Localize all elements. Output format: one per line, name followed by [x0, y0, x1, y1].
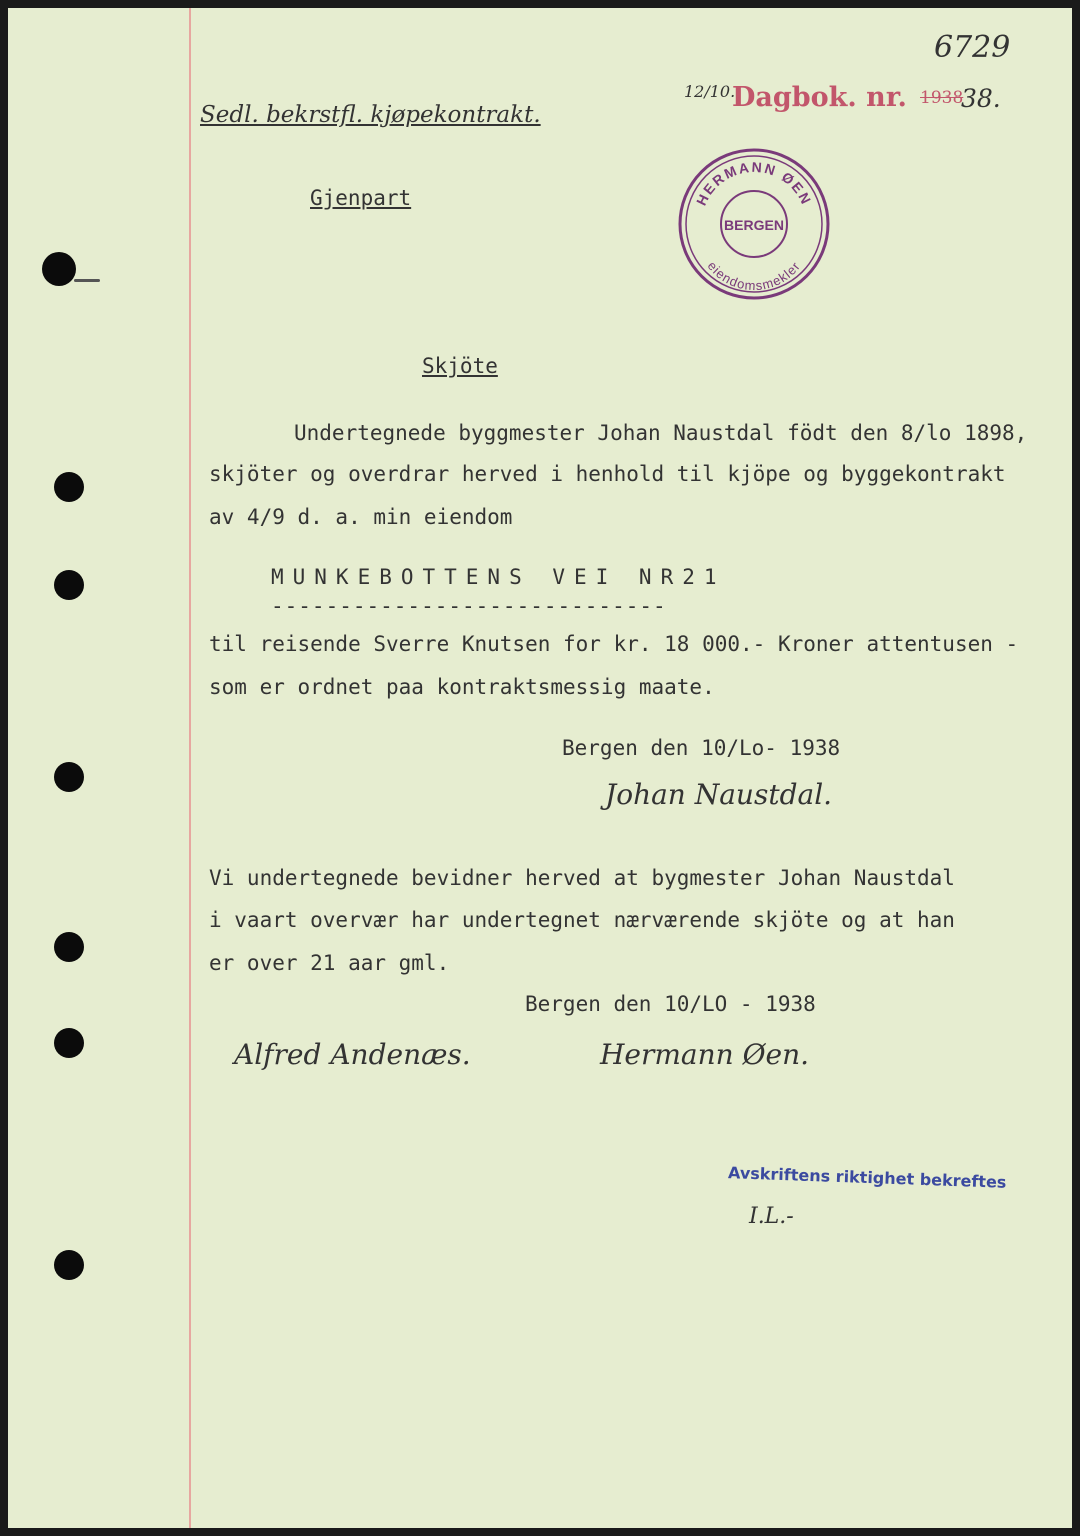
witness-line: Vi undertegnede bevidner herved at bygmester Johan Naustdal	[209, 866, 955, 890]
punch-hole	[54, 570, 84, 600]
certification-stamp: Avskriftens riktighet bekreftes	[727, 1163, 1007, 1192]
red-margin-line	[189, 8, 191, 1528]
handwritten-page-number: 6729	[934, 30, 1011, 65]
witness-line: er over 21 aar gml.	[209, 951, 450, 975]
punch-hole	[54, 1028, 84, 1058]
handwritten-date-note: 12/10.	[684, 82, 736, 101]
witness-signature: Hermann Øen.	[600, 1038, 810, 1071]
seal-center-text: BERGEN	[724, 217, 784, 233]
seller-signature: Johan Naustdal.	[605, 778, 833, 811]
punch-hole-tear	[74, 279, 100, 282]
svg-text:HERMANN ØEN	[693, 159, 815, 208]
witness-line: i vaart overvær har undertegnet nærværende skjöte og at han	[209, 908, 955, 932]
broker-seal-stamp	[674, 144, 834, 304]
handwritten-header-note: Sedl. bekrstfl. kjøpekontrakt.	[200, 102, 541, 128]
sale-line: til reisende Sverre Knutsen for kr. 18 000.- Kroner attentusen -	[209, 632, 1019, 656]
document-page	[8, 8, 1072, 1528]
seal-bottom-text: eiendomsmekler	[704, 258, 804, 294]
paragraph-line: Undertegnede byggmester Johan Naustdal födt den 8/lo 1898,	[294, 421, 1028, 445]
witness-signature: Alfred Andenæs.	[234, 1038, 471, 1071]
dagbok-stamp-year: 1938	[920, 88, 964, 108]
punch-hole	[54, 762, 84, 792]
dagbok-handwritten-year: 38.	[961, 84, 1001, 113]
place-date: Bergen den 10/Lo- 1938	[562, 736, 841, 760]
paragraph-line: skjöter og overdrar herved i henhold til kjöpe og byggekontrakt	[209, 462, 1006, 486]
seal-top-text: HERMANN ØEN	[692, 158, 816, 208]
property-address: MUNKEBOTTENS VEI NR21	[271, 565, 726, 589]
punch-hole	[42, 252, 76, 286]
punch-hole	[54, 932, 84, 962]
certification-initials: I.L.-	[749, 1204, 794, 1229]
sale-line: som er ordnet paa kontraktsmessig maate.	[209, 675, 715, 699]
address-underline: -----------------------------	[271, 594, 667, 618]
punch-hole	[54, 472, 84, 502]
copy-label: Gjenpart	[310, 186, 412, 210]
place-date: Bergen den 10/LO - 1938	[525, 992, 816, 1016]
paragraph-line: av 4/9 d. a. min eiendom	[209, 505, 513, 529]
punch-hole	[54, 1250, 84, 1280]
dagbok-stamp: Dagbok. nr.	[732, 82, 907, 113]
document-title: Skjöte	[422, 354, 498, 378]
